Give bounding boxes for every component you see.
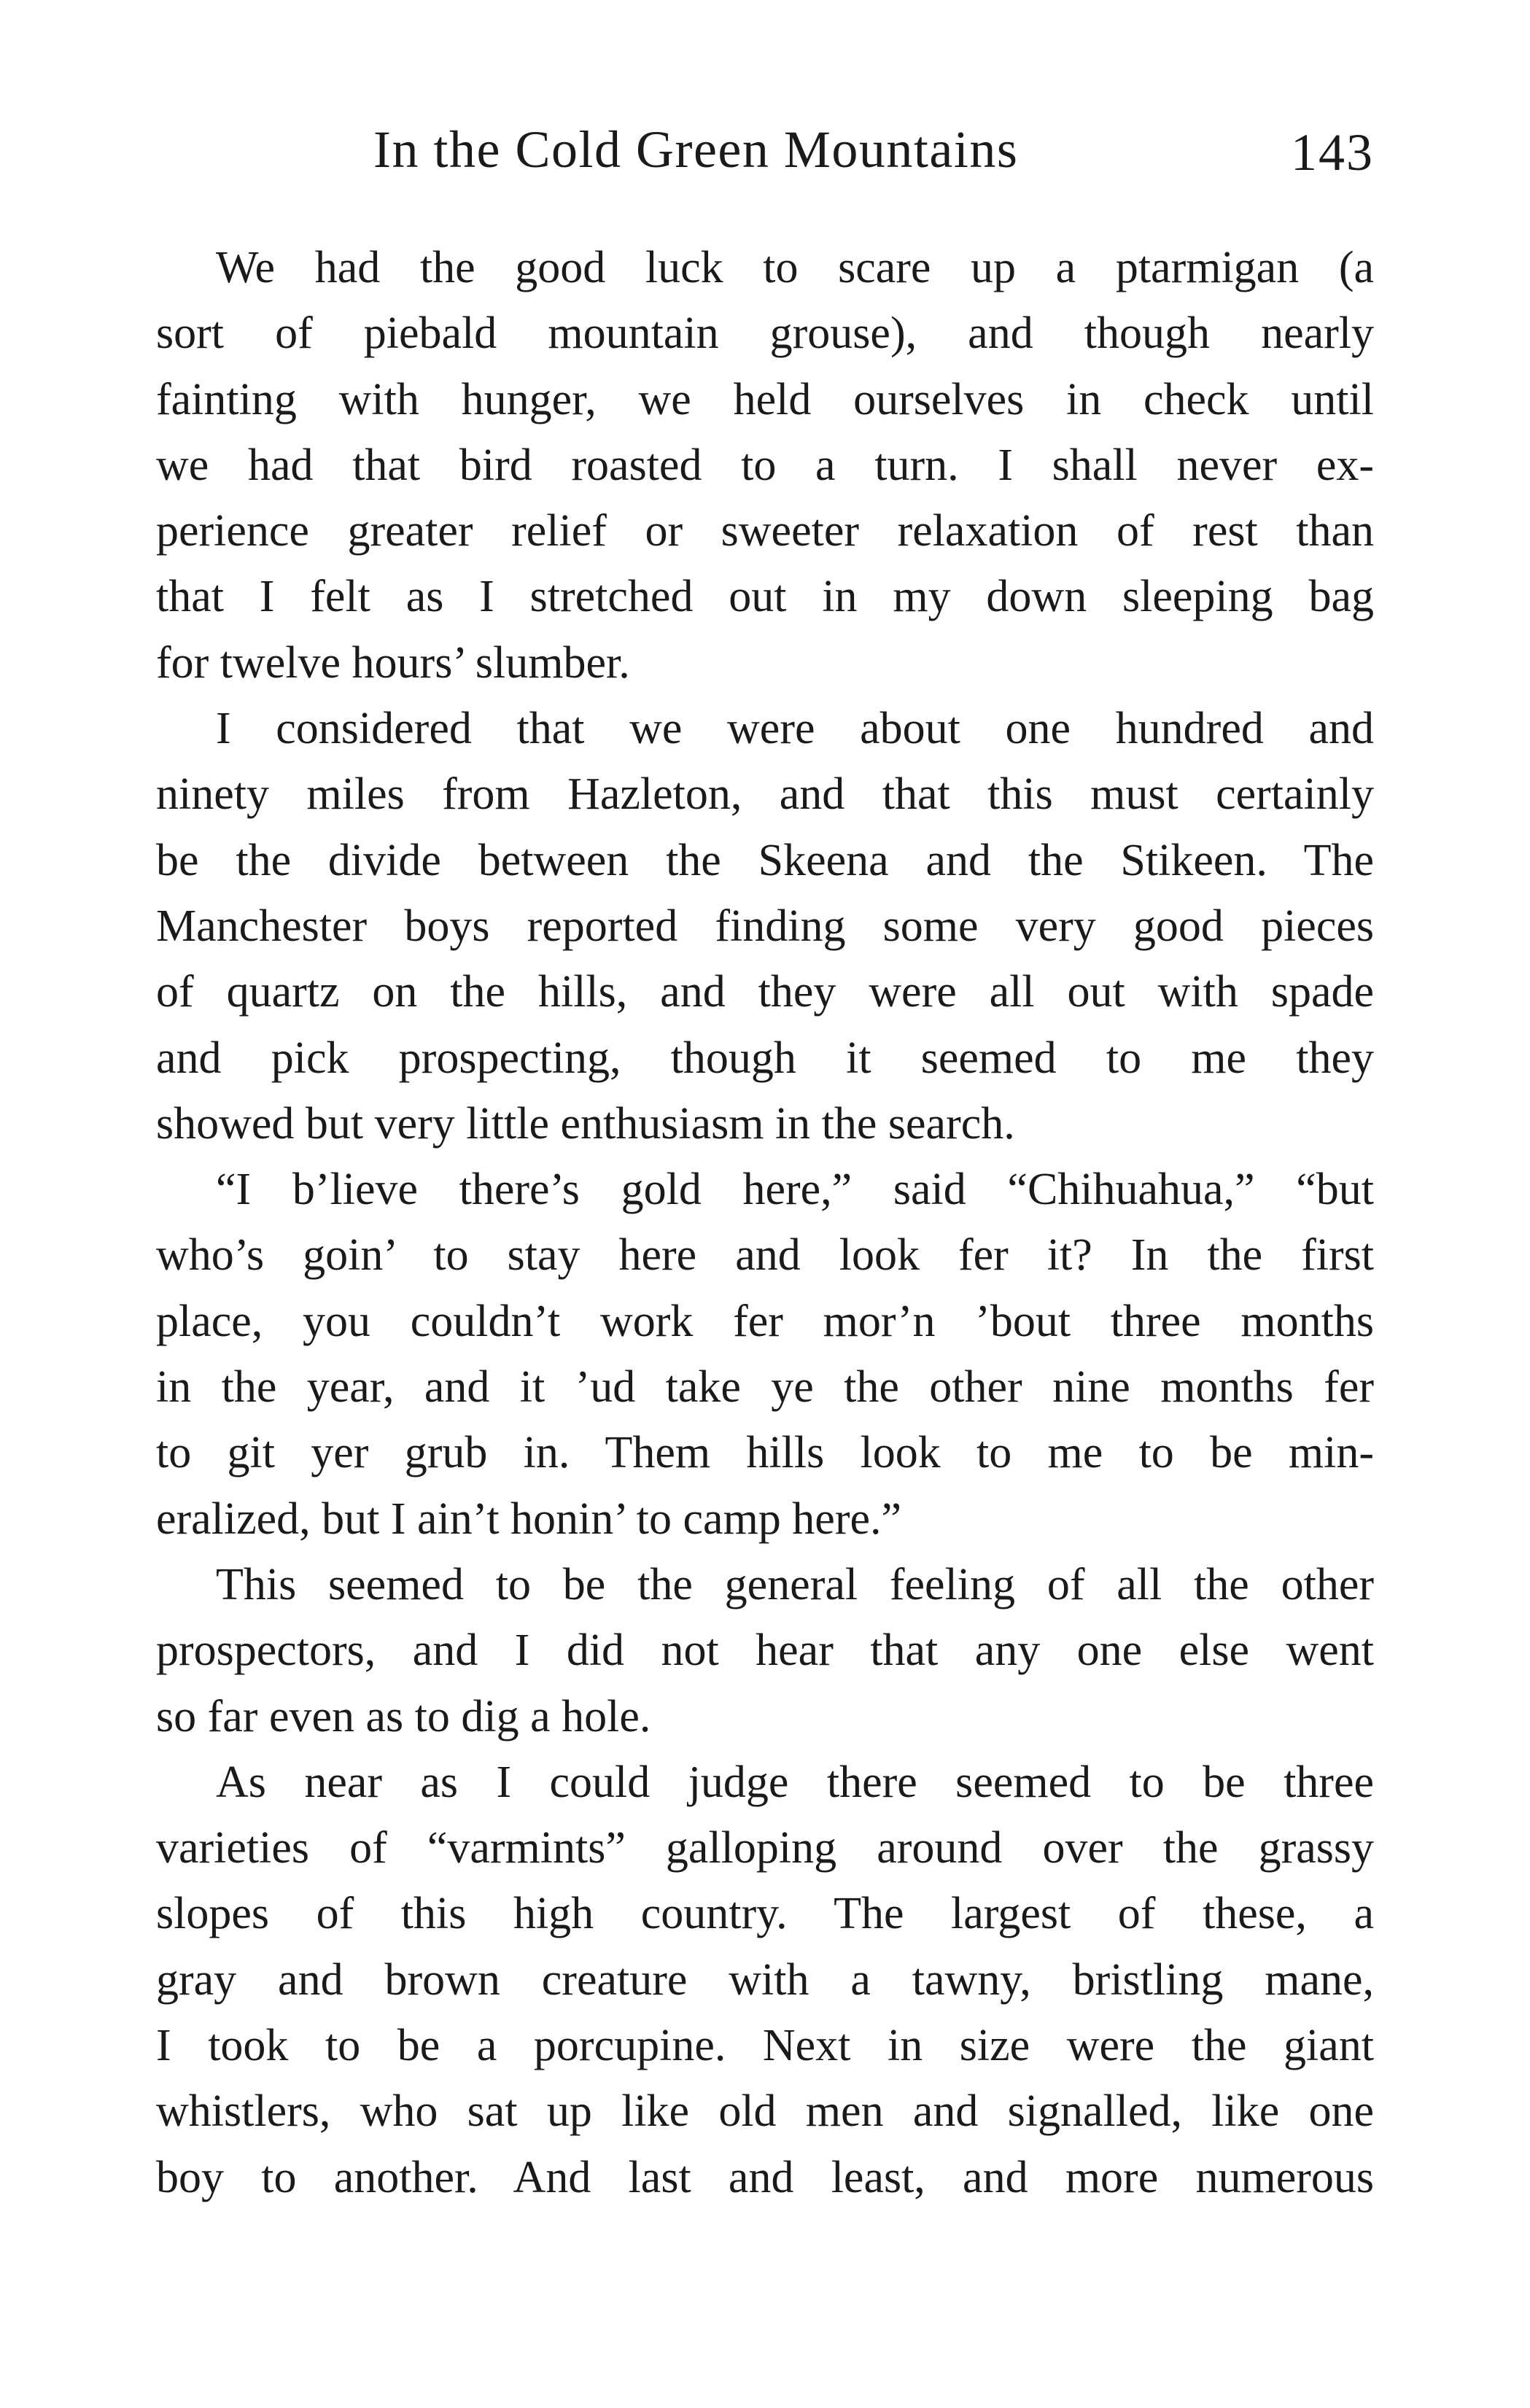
text-line: This seemed to be the general feeling of all the other — [216, 1559, 1374, 1609]
text-line: to git yer grub in. Them hills look to me to be min- — [156, 1428, 1374, 1478]
text-line: place, you couldn’t work fer mor’n ’bout three months — [156, 1296, 1374, 1346]
text-line: “I b’lieve there’s gold here,” said “Chihuahua,” “but — [216, 1165, 1374, 1215]
body-text — [156, 235, 1374, 2210]
text-line: Manchester boys reported finding some very good pieces — [156, 901, 1374, 951]
text-line: prospectors, and I did not hear that any one else went — [156, 1626, 1374, 1676]
running-title: In the Cold Green Mountains — [373, 120, 1019, 179]
paragraph — [156, 1749, 1374, 2210]
text-line: boy to another. And last and least, and more numerous — [156, 2152, 1374, 2202]
text-line: who’s goin’ to stay here and look fer it? In the first — [156, 1230, 1374, 1281]
paragraph — [156, 235, 1374, 696]
text-line: fainting with hunger, we held ourselves in check until — [156, 374, 1374, 424]
text-line: I considered that we were about one hundred and — [216, 704, 1374, 754]
text-line: in the year, and it ’ud take ye the other nine months fer — [156, 1362, 1374, 1413]
paragraph — [156, 1157, 1374, 1552]
text-line: that I felt as I stretched out in my down sleeping bag — [156, 572, 1374, 622]
text-line: I took to be a porcupine. Next in size were the giant — [156, 2021, 1374, 2071]
text-line: be the divide between the Skeena and the Stikeen. The — [156, 835, 1374, 885]
text-line: so far even as to dig a hole. — [156, 1691, 651, 1741]
text-line: sort of piebald mountain grouse), and though nearly — [156, 308, 1374, 359]
page-number: 143 — [1291, 123, 1374, 182]
text-line: As near as I could judge there seemed to be three — [216, 1757, 1374, 1807]
text-line: gray and brown creature with a tawny, bristling mane, — [156, 1954, 1374, 2005]
text-line: We had the good luck to scare up a ptarmigan (a — [216, 243, 1374, 292]
text-line: showed but very little enthusiasm in the search. — [156, 1098, 1015, 1149]
text-line: eralized, but I ain’t honin’ to camp here.” — [156, 1494, 902, 1544]
text-line: whistlers, who sat up like old men and signalled, like one — [156, 2086, 1374, 2137]
text-line: varieties of “varmints” galloping around over the grassy — [156, 1823, 1374, 1873]
paragraph — [156, 696, 1374, 1157]
text-line: slopes of this high country. The largest of these, a — [156, 1889, 1374, 1939]
text-line: perience greater relief or sweeter relaxation of rest than — [156, 506, 1374, 556]
text-line: of quartz on the hills, and they were all out with spade — [156, 967, 1374, 1017]
text-line: we had that bird roasted to a turn. I shall never ex- — [156, 440, 1374, 490]
running-head — [156, 117, 1374, 182]
text-line: for twelve hours’ slumber. — [156, 637, 630, 688]
paragraph — [156, 1552, 1374, 1749]
text-line: ninety miles from Hazleton, and that this must certainly — [156, 769, 1374, 820]
text-line: and pick prospecting, though it seemed to me they — [156, 1033, 1374, 1083]
